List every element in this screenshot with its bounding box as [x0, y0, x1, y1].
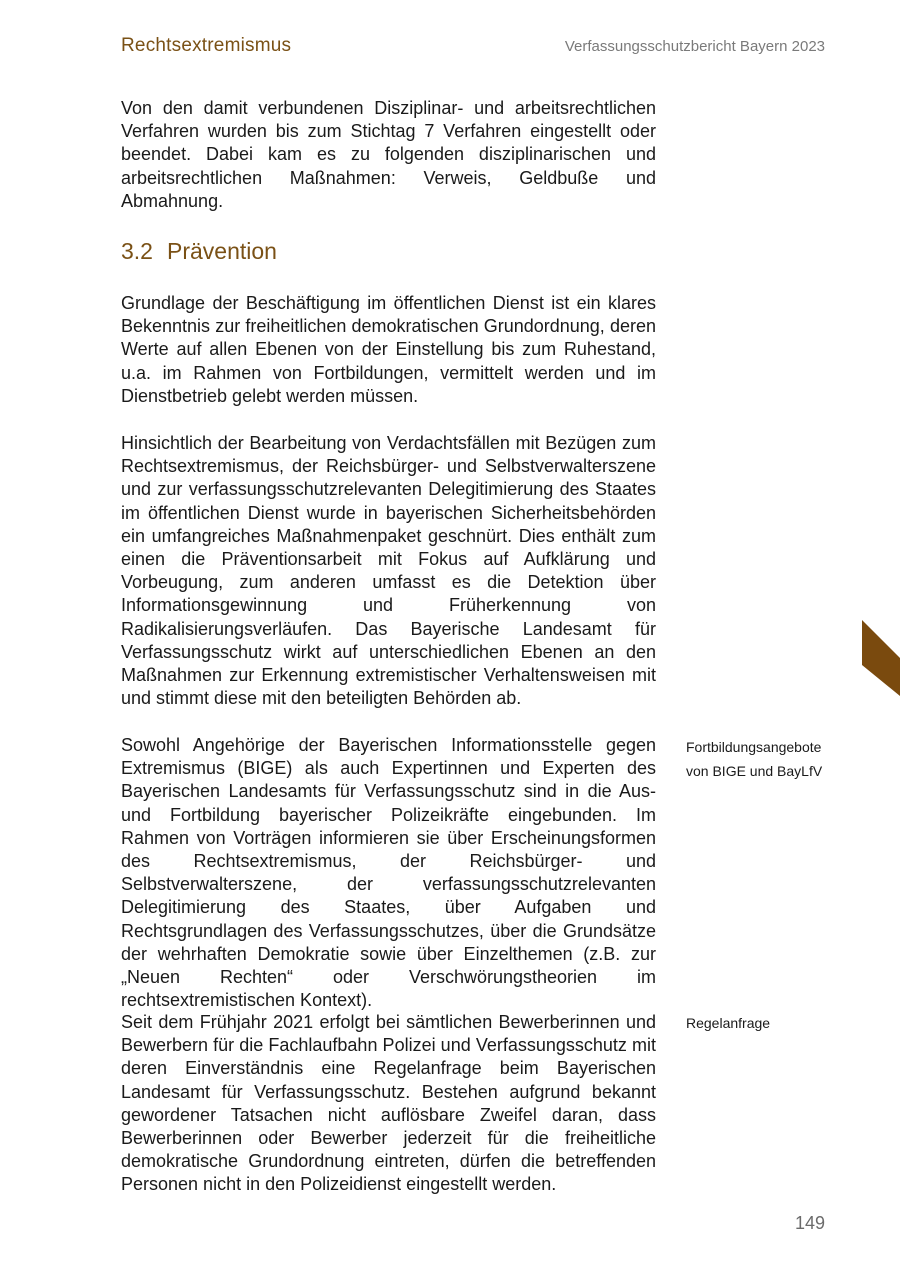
- running-header-chapter: Rechtsextremismus: [121, 35, 292, 56]
- section-title: Prävention: [166, 238, 277, 264]
- paragraph-grundlage: Grundlage der Beschäftigung im öffentlichen Dienst ist ein klares Bekenntnis zur freiheitlichen demokratischen Grundordnung, deren Werte auf allen Ebenen von der Einstellung bis zum Ruhestand, u.a. im Rahmen von Fortbildungen, vermittelt werden und im Dienstbetrieb gelebt werden müssen.: [121, 293, 656, 406]
- body-block-1: [121, 97, 656, 213]
- paragraph-fortbildung: Sowohl Angehörige der Bayerischen Informationsstelle gegen Extremismus (BIGE) als auch Expertinnen und Experten des Bayerischen Landesamts für Verfassungsschutz sind in die Aus- und Fortbildung bayerischer Polizeikräfte eingebunden. Im Rahmen von Vorträgen informieren sie über Erscheinungsformen des Rechtsextremismus, der Reichsbürger- und Selbstverwalterszene, der verfassungsschutzrelevanten Delegitimierung des Staates, über Aufgaben und Rechtsgrundlagen des Verfassungsschutzes, über die Grundsätze der wehrhaften Demokratie sowie über Einzelthemen (z.B. zur „Neuen Rechten“ oder Verschwörungstheorien im rechtsextremistischen Kontext).: [121, 735, 656, 1011]
- running-header-publication: Verfassungsschutzbericht Bayern 2023: [564, 38, 825, 55]
- body-block-2: [121, 292, 656, 408]
- body-block-5: [121, 1011, 656, 1197]
- page-number: 149: [794, 1213, 825, 1233]
- section-number: 3.2: [121, 238, 153, 264]
- margin-note-regelanfrage: Regelanfrage: [686, 1015, 771, 1031]
- paragraph-verdachtsfaelle: Hinsichtlich der Bearbeitung von Verdachtsfällen mit Bezügen zum Rechtsextremismus, der Reichsbürger- und Selbstverwalterszene und zur verfassungsschutzrelevanten Delegitimierung des Staates im öffentlichen Dienst wurde in bayerischen Sicherheitsbehörden ein umfangreiches Maßnahmenpaket geschnürt. Dies enthält zum einen die Präventionsarbeit mit Fokus auf Aufklärung und Vorbeugung, zum anderen umfasst es die Detektion über Informationsgewinnung und Früherkennung von Radikalisierungsverläufen. Das Bayerische Landesamt für Verfassungsschutz wirkt auf unterschiedlichen Ebenen an den Maßnahmen zur Erkennung extremistischer Verhaltensweisen mit und stimmt diese mit den beteiligten Behörden ab.: [121, 433, 656, 709]
- margin-note-fortbildungsangebote: Fortbildungsangebote von BIGE und BayLfV: [686, 739, 823, 779]
- chapter-tab-marker: [862, 620, 900, 696]
- section-heading: [121, 238, 277, 265]
- body-block-3: [121, 432, 656, 710]
- body-block-4: [121, 734, 656, 1012]
- paragraph-regelanfrage: Seit dem Frühjahr 2021 erfolgt bei sämtlichen Bewerberinnen und Bewerbern für die Fachlaufbahn Polizei und Verfassungsschutz mit deren Einverständnis eine Regelanfrage beim Bayerischen Landesamt für Verfassungsschutz. Bestehen aufgrund bekannt gewordener Tatsachen nicht auflösbare Zweifel daran, dass Bewerberinnen oder Bewerber jederzeit für die freiheitliche demokratische Grundordnung eintreten, dürfen die betreffenden Personen nicht in den Polizeidienst eingestellt werden.: [121, 1012, 656, 1195]
- paragraph-disciplinary: Von den damit verbundenen Disziplinar- und arbeitsrechtlichen Verfahren wurden bis zum Stichtag 7 Verfahren eingestellt oder beendet. Dabei kam es zu folgenden disziplinarischen und arbeitsrechtlichen Maßnahmen: Verweis, Geldbuße und Abmahnung.: [121, 98, 656, 211]
